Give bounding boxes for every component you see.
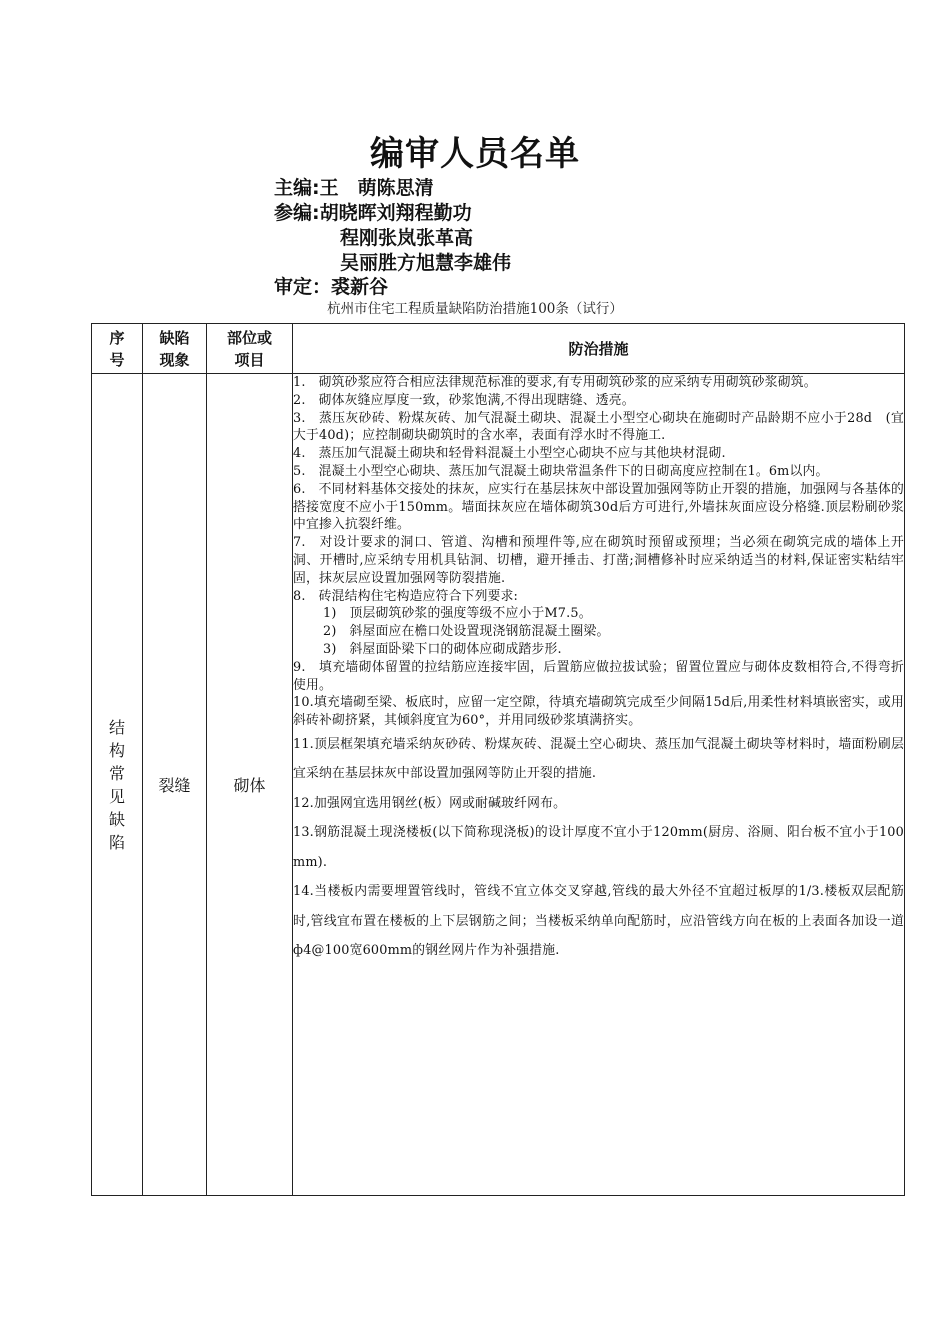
header-seq	[92, 324, 143, 374]
measure-item-8: 8. 砖混结构住宅构造应符合下列要求:	[293, 588, 519, 604]
measure-subitem-8-3: 3) 斜屋面卧梁下口的砌体应砌成踏步形.	[323, 641, 562, 657]
measure-item-2: 2. 砌体灰缝应厚度一致，砂浆饱满,不得出现瞎缝、透亮。	[293, 392, 635, 408]
page-title: 编审人员名单	[370, 134, 580, 174]
measure-item-1: 1. 砌筑砂浆应符合相应法律规范标准的要求,有专用砌筑砂浆的应采纳专用砌筑砂浆砌筑。	[293, 375, 817, 390]
chief-editor: 主编:王 萌陈思清	[274, 177, 434, 199]
header-defect	[143, 324, 207, 374]
measure-item-6: 6. 不同材料基体交接处的抹灰，应实行在基层抹灰中部设置加强网等防止开裂的措施，加强网与各基体的搭接宽度不应小于150mm。墙面抹灰应在墙体砌筑30d后方可进行,外墙抹灰面应设分格缝.顶层粉刷砂浆中宜掺入抗裂纤维。	[293, 481, 904, 533]
measure-item-7: 7. 对设计要求的洞口、管道、沟槽和预埋件等,应在砌筑时预留或预埋；当必须在砌筑完成的墙体上开洞、开槽时,应采纳专用机具钻洞、切槽，避开捶击、打凿;洞槽修补时应采纳适当的材料,保证密实粘结牢固，抹灰层应设置加强网等防裂措施.	[293, 535, 904, 586]
category-cell	[92, 374, 143, 1196]
reviewer: 审定：裘新谷	[274, 276, 389, 298]
co-editors-line-3: 吴丽胜方旭慧李雄伟	[340, 252, 512, 274]
measure-subitem-8-1: 1) 顶层砌筑砂浆的强度等级不应小于M7.5。	[323, 606, 592, 622]
header-measures: 防治措施	[293, 324, 905, 374]
defect-cell: 裂缝	[143, 374, 207, 1196]
measure-item-13: 13.钢筋混凝土现浇楼板(以下简称现浇板)的设计厚度不宜小于120mm(厨房、浴厕、阳台板不宜小于100mm).	[293, 825, 904, 870]
header-defect-line1: 缺陷	[159, 328, 190, 347]
measure-item-3: 3. 蒸压灰砂砖、粉煤灰砖、加气混凝土砌块、混凝土小型空心砌块在施砌时产品龄期不应小于28d (宜大于40d)；应控制砌块砌筑时的含水率，表面有浮水时不得施工.	[293, 410, 904, 444]
document-subtitle: 杭州市住宅工程质量缺陷防治措施100条（试行）	[327, 301, 623, 317]
category-label: 结构常见缺陷	[108, 717, 125, 852]
measure-item-4: 4. 蒸压加气混凝土砌块和轻骨料混凝土小型空心砌块不应与其他块材混砌.	[293, 446, 726, 462]
header-seq-line1: 序	[109, 328, 125, 347]
measure-item-11: 11.顶层框架填充墙采纳灰砂砖、粉煤灰砖、混凝土空心砌块、蒸压加气混凝土砌块等材料时，墙面粉刷层宜采纳在基层抹灰中部设置加强网等防止开裂的措施.	[293, 736, 904, 782]
measure-item-5: 5. 混凝土小型空心砌块、蒸压加气混凝土砌块常温条件下的日砌高度应控制在1。6m以内。	[293, 463, 829, 479]
header-part-line1: 部位或	[226, 328, 272, 347]
measure-item-9: 9. 填充墙砌体留置的拉结筋应连接牢固，后置筋应做拉拔试验；留置位置应与砌体皮数相符合,不得弯折使用。	[293, 659, 904, 693]
table-row	[92, 374, 905, 1196]
header-part-line2: 项目	[234, 350, 265, 369]
measures-table	[91, 323, 905, 1196]
co-editors-line-1: 参编:胡晓晖刘翔程勤功	[274, 202, 472, 224]
measure-item-10: 10.填充墙砌至梁、板底时，应留一定空隙，待填充墙砌筑完成至少间隔15d后,用柔性材料填嵌密实，或用斜砖补砌挤紧，其倾斜度宜为60°，并用同级砂浆填满挤实。	[293, 695, 904, 729]
table-header-row	[92, 324, 905, 374]
part-cell: 砌体	[207, 374, 293, 1196]
co-editors-line-2: 程刚张岚张革高	[340, 227, 474, 249]
measures-cell	[293, 374, 905, 1196]
header-part	[207, 324, 293, 374]
measure-subitem-8-2: 2) 斜屋面应在檐口处设置现浇钢筋混凝土圈梁。	[323, 624, 610, 640]
header-defect-line2: 现象	[159, 350, 190, 369]
measure-item-12: 12.加强网宜选用钢丝(板）网或耐碱玻纤网布。	[293, 795, 567, 811]
measure-item-14: 14.当楼板内需要埋置管线时，管线不宜立体交叉穿越,管线的最大外径不宜超过板厚的1/3.楼板双层配筋时,管线宜布置在楼板的上下层钢筋之间；当楼板采纳单向配筋时，应沿管线方向在板的上表面各加设一道ф4@100宽600mm的钢丝网片作为补强措施.	[293, 884, 904, 959]
header-seq-line2: 号	[109, 350, 125, 369]
